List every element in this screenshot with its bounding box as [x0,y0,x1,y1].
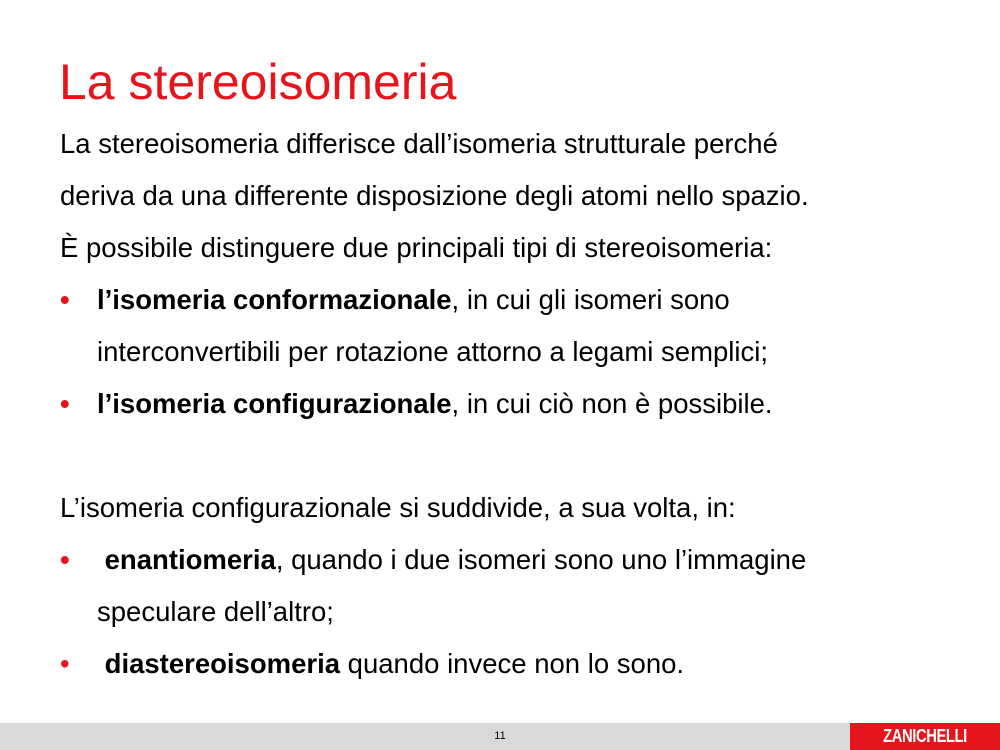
slide-title: La stereoisomeria [59,54,457,110]
bullet-item-diastereoisomeria [60,638,990,690]
intro-line: deriva da una differente disposizione degli atomi nello spazio. [60,180,809,211]
intro-line: È possibile distinguere due principali tipi di stereoisomeria: [60,232,773,263]
bullet-term: diastereoisomeria [104,648,341,679]
bullet-text: quando invece non lo sono. [340,648,685,679]
bullet-continuation: speculare dell’altro; [97,596,334,627]
intro-line: La stereoisomeria differisce dall’isomeria strutturale perché [60,128,778,159]
bullet-term: enantiomeria [104,544,276,575]
bullet-continuation: interconvertibili per rotazione attorno a legami semplici; [97,336,769,367]
bullet-icon: • [60,388,70,419]
subheading: L’isomeria configurazionale si suddivide, a sua volta, in: [60,492,736,523]
zanichelli-logo: ZANICHELLI [850,723,1000,750]
footer-bar [0,723,1000,750]
bullet-item-enantiomeria [60,534,990,586]
bullet-text: , quando i due isomeri sono uno l’immagine [275,544,807,575]
spacer [60,430,990,482]
bullet-term: l’isomeria conformazionale [97,284,452,315]
bullet-text: , in cui gli isomeri sono [451,284,730,315]
bullet-item-conformational [60,274,990,326]
bullet-text: , in cui ciò non è possibile. [451,388,773,419]
bullet-icon: • [60,648,70,679]
slide-body [60,118,990,690]
bullet-term: l’isomeria configurazionale [97,388,452,419]
bullet-icon: • [60,284,70,315]
bullet-item-configurational [60,378,990,430]
bullet-icon: • [60,544,70,575]
page-number: 11 [494,730,506,742]
